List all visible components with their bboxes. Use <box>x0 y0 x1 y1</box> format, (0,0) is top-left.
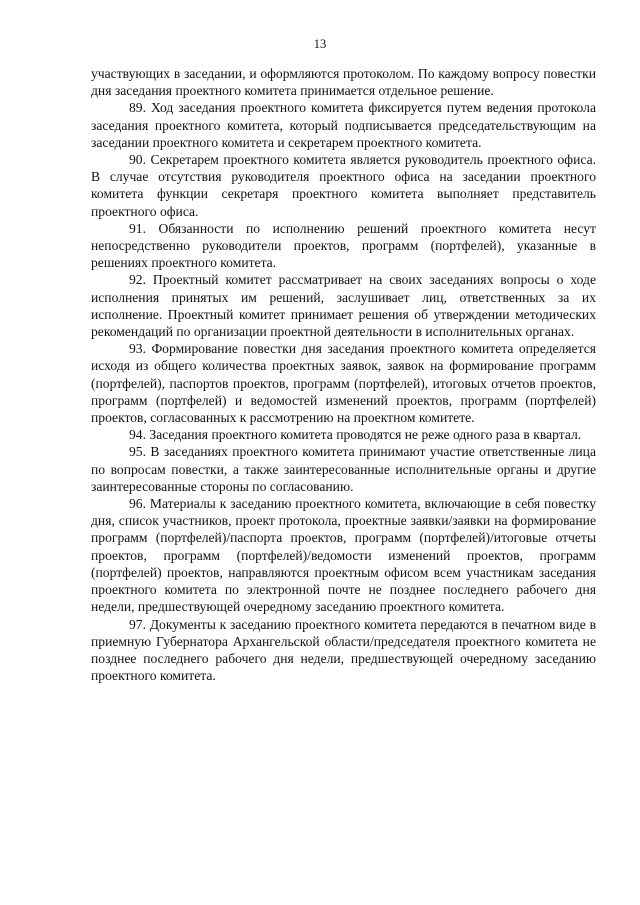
paragraph-95: 95. В заседаниях проектного комитета принимают участие ответственные лица по вопросам повестки, а также заинтересованные исполнительные органы и другие заинтересованные стороны по согласованию. <box>91 444 596 494</box>
paragraph-96: 96. Материалы к заседанию проектного комитета, включающие в себя повестку дня, список участников, проект протокола, проектные заявки/заявки на формирование программ (портфелей)/паспорта проектов, программ (портфелей)/итоговые отчеты проектов, программ (портфелей)/ведомости изменений проектов, программ (портфелей) проектов, направляются проектным офисом всем участникам заседания проектного комитета по электронной почте не позднее последнего рабочего дня недели, предшествующей очередному заседанию проектного комитета. <box>91 496 596 615</box>
page-number: 13 <box>313 37 327 51</box>
paragraph-91: 91. Обязанности по исполнению решений проектного комитета несут непосредственно руководители проектов, программ (портфелей), указанные в решениях проектного комитета. <box>91 220 596 271</box>
paragraph-94: 94. Заседания проектного комитета проводятся не реже одного раза в квартал. <box>129 427 582 443</box>
paragraph-89: 89. Ход заседания проектного комитета фиксируется путем ведения протокола заседания проектного комитета, который подписывается председательствующим на заседании проектного комитета и секретарем проектного комитета. <box>91 100 596 150</box>
document-body <box>91 65 596 684</box>
paragraph-97: 97. Документы к заседанию проектного комитета передаются в печатном виде в приемную Губернатора Архангельской области/председателя проектного комитета не позднее последнего рабочего дня недели, предшествующей очередному заседанию проектного комитета. <box>91 616 596 684</box>
paragraph-continuation: участвующих в заседании, и оформляются протоколом. По каждому вопросу повестки дня заседания проектного комитета принимается отдельное решение. <box>91 66 596 99</box>
paragraph-90: 90. Секретарем проектного комитета является руководитель проектного офиса. В случае отсутствия руководителя проектного офиса на заседании проектного комитета функции секретаря проектного комитета выполняет представитель проектного офиса. <box>91 152 596 219</box>
paragraph-93: 93. Формирование повестки дня заседания проектного комитета определяется исходя из общего количества проектных заявок, заявок на формирование программ (портфелей), паспортов проектов, программ (портфелей), итоговых отчетов проектов, программ (портфелей) и ведомостей изменений проектов, программ (портфелей) проектов, согласованных к рассмотрению на проектном комитете. <box>91 341 596 426</box>
paragraph-92: 92. Проектный комитет рассматривает на своих заседаниях вопросы о ходе исполнения принятых им решений, заслушивает лиц, ответственных за их исполнение. Проектный комитет принимает решения об утверждении методических рекомендаций по организации проектной деятельности в исполнительных органах. <box>91 272 596 340</box>
